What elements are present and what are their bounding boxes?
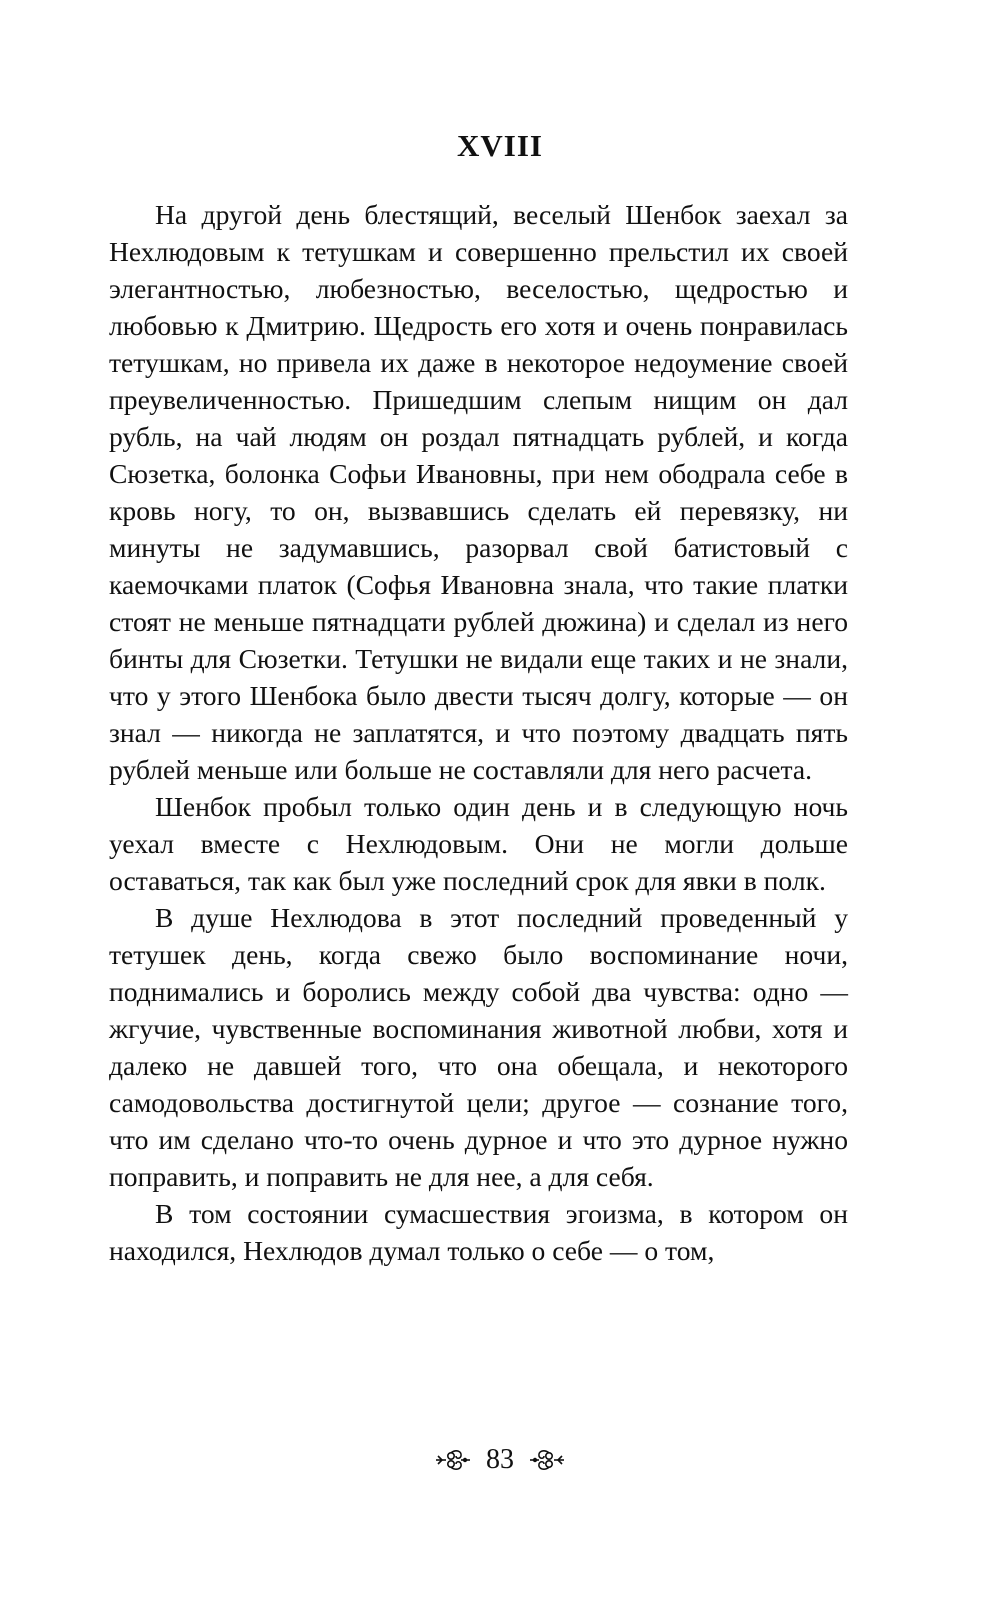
page-number: 83: [486, 1444, 514, 1475]
flourish-ornament-icon: [434, 1447, 472, 1473]
paragraph-3: В душе Нехлюдова в этот последний проведенный у тетушек день, когда свежо было воспоминание ночи, поднимались и боролись между собой два чувства: одно — жгучие, чувственные воспоминания животной любви, хотя и далеко не давшей того, что она обещала, и некоторого самодовольства достигнутой цели; другое — сознание того, что им сделано что-то очень дурное и что это дурное нужно поправить, и поправить не для нее, а для себя.: [109, 902, 848, 1192]
chapter-title: XVIII: [457, 128, 543, 163]
chapter-body: [109, 196, 848, 1269]
flourish-ornament-icon: [528, 1447, 566, 1473]
paragraph-2: Шенбок пробыл только один день и в следующую ночь уехал вместе с Нехлюдовым. Они не могли дольше оставаться, так как был уже последний срок для явки в полк.: [109, 791, 848, 896]
paragraph-1: На другой день блестящий, веселый Шенбок заехал за Нехлюдовым к тетушкам и совершенно прельстил их своей элегантностью, любезностью, веселостью, щедростью и любовью к Дмитрию. Щедрость его хотя и очень понравилась тетушкам, но привела их даже в некоторое недоумение своей преувеличенностью. Пришедшим слепым нищим он дал рубль, на чай людям он роздал пятнадцать рублей, и когда Сюзетка, болонка Софьи Ивановны, при нем ободрала себе в кровь ногу, то он, вызвавшись сделать ей перевязку, ни минуты не задумавшись, разорвал свой батистовый с каемочками платок (Софья Ивановна знала, что такие платки стоят не меньше пятнадцати рублей дюжина) и сделал из него бинты для Сюзетки. Тетушки не видали еще таких и не знали, что у этого Шенбока было двести тысяч долгу, которые — он знал — никогда не заплатятся, и что поэтому двадцать пять рублей меньше или больше не составляли для него расчета.: [109, 199, 848, 785]
page-footer: [0, 1440, 1000, 1480]
paragraph-4: В том состоянии сумасшествия эгоизма, в котором он находился, Нехлюдов думал только о себе — о том,: [109, 1198, 848, 1266]
